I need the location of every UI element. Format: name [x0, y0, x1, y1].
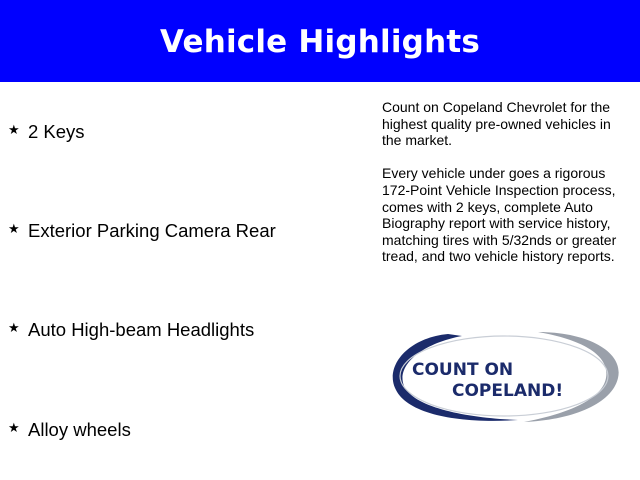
- list-item: [8, 419, 131, 441]
- logo-wordmark-line1: COUNT ON: [412, 360, 514, 380]
- list-item: [8, 121, 85, 143]
- count-on-copeland-logo: [388, 328, 620, 424]
- description-paragraph: Every vehicle under goes a rigorous 172-Point Vehicle Inspection process, comes with 2 keys, complete Auto Biography report with service history, matching tires with 5/32nds or greater tread, and two vehicle history reports.: [382, 165, 617, 265]
- star-icon: ★: [8, 321, 20, 336]
- dealer-description: [382, 99, 632, 282]
- star-icon: ★: [8, 421, 20, 436]
- highlight-label: Auto High-beam Headlights: [28, 319, 255, 340]
- page-title: Vehicle Highlights: [159, 24, 481, 60]
- description-paragraph: Count on Copeland Chevrolet for the highest quality pre-owned vehicles in the market.: [382, 99, 611, 149]
- list-item: [8, 220, 276, 242]
- highlight-label: 2 Keys: [28, 121, 85, 142]
- logo-wordmark-line2: COPELAND!: [452, 381, 564, 401]
- star-icon: ★: [8, 123, 20, 138]
- highlight-label: Exterior Parking Camera Rear: [28, 220, 276, 241]
- list-item: [8, 319, 254, 341]
- highlight-label: Alloy wheels: [28, 419, 131, 440]
- logo-graphic: [388, 328, 620, 424]
- star-icon: ★: [8, 222, 20, 237]
